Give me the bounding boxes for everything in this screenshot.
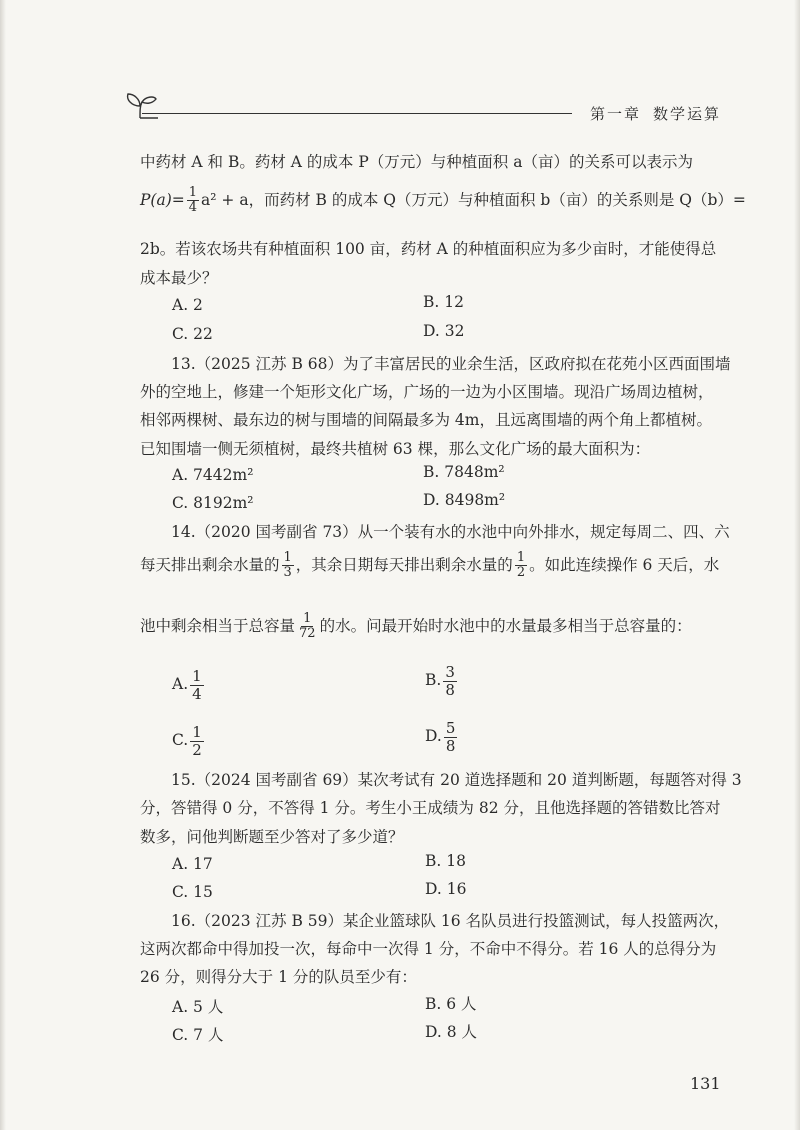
- q12-option-d: D. 32: [423, 322, 465, 340]
- q14-fraction-2: $\frac{1}{2}$: [516, 550, 526, 581]
- q15-line3: 数多，问他判断题至少答对了多少道？: [140, 828, 404, 846]
- q13-option-d: D. 8498m²: [423, 491, 506, 509]
- q16-option-d: D. 8 人: [425, 1023, 478, 1041]
- q14-option-d: D. $\frac{5}{8}$: [425, 719, 456, 755]
- q13-line1: 13.（2025 江苏 B 68）为了丰富居民的业余生活，区政府拟在花苑小区西面围墙: [171, 355, 731, 373]
- q15-line2: 分，答错得 0 分，不答得 1 分。考生小王成绩为 82 分，且他选择题的答错数比答对: [140, 799, 721, 817]
- q13-option-a: A. 7442m²: [172, 466, 254, 484]
- chapter-title: 数学运算: [653, 105, 722, 123]
- q14-fraction-1: $\frac{1}{3}$: [283, 550, 292, 581]
- header-rule: [142, 113, 572, 114]
- q13-line2: 外的空地上，修建一个矩形文化广场，广场的一边为小区围墙。现沿广场周边植树，: [140, 383, 714, 401]
- q13-option-b: B. 7848m²: [423, 463, 505, 481]
- q14-option-a: A. $\frac{1}{4}$: [172, 667, 202, 703]
- q12-line4: 成本最少？: [140, 269, 218, 287]
- q12-line2-pre: P(a)=: [140, 190, 185, 209]
- q15-line1: 15.（2024 国考副省 69）某次考试有 20 道选择题和 20 道判断题，每题答对得 3: [171, 771, 742, 789]
- q14-option-c: C. $\frac{1}{2}$: [172, 723, 202, 759]
- q12-fraction: $\frac{1}{4}$: [188, 185, 198, 216]
- scan-left-edge: [0, 0, 6, 1130]
- q14-line3: 池中剩余相当于总容量 $\frac{1}{72}$ 的水。问最开始时水池中的水量最多相当于总容量的：: [140, 611, 692, 642]
- q16-line1: 16.（2023 江苏 B 59）某企业篮球队 16 名队员进行投篮测试，每人投篮两次，: [171, 912, 730, 930]
- q12-option-b: B. 12: [423, 293, 464, 311]
- q15-option-c: C. 15: [172, 883, 213, 901]
- chapter-label: 第一章: [590, 105, 642, 123]
- q16-option-a: A. 5 人: [172, 998, 224, 1016]
- q13-option-c: C. 8192m²: [172, 494, 254, 512]
- q13-line3: 相邻两棵树、最东边的树与围墙的间隔最多为 4m，且远离围墙的两个角上都植树。: [140, 411, 712, 429]
- q14-line1: 14.（2020 国考副省 73）从一个装有水的水池中向外排水，规定每周二、四、六: [171, 523, 730, 541]
- scan-right-edge: [794, 0, 800, 1130]
- q15-option-d: D. 16: [425, 880, 467, 898]
- q14-option-b: B. $\frac{3}{8}$: [425, 663, 455, 699]
- q12-line3: 2b。若该农场共有种植面积 100 亩，药材 A 的种植面积应为多少亩时，才能使得总: [140, 240, 717, 258]
- q16-option-c: C. 7 人: [172, 1026, 224, 1044]
- q14-fraction-3: $\frac{1}{72}$: [299, 611, 316, 642]
- q12-option-a: A. 2: [172, 296, 203, 314]
- q16-line2: 这两次都命中得加投一次，每命中一次得 1 分，不命中不得分。若 16 人的总得分为: [140, 940, 717, 958]
- q16-option-b: B. 6 人: [425, 995, 477, 1013]
- q14-line2: 每天排出剩余水量的 $\frac{1}{3}$ ，其余日期每天排出剩余水量的 $\frac{1}{2}$ 。如此连续操作 6 天后，水: [140, 550, 720, 581]
- sprout-icon: [122, 90, 158, 120]
- q15-option-a: A. 17: [172, 855, 213, 873]
- q12-option-c: C. 22: [172, 325, 213, 343]
- chapter-header: [590, 103, 733, 124]
- page-number: 131: [690, 1074, 721, 1093]
- q16-line3: 26 分，则得分大于 1 分的队员至少有：: [140, 968, 417, 986]
- q15-option-b: B. 18: [425, 852, 466, 870]
- q12-line1: 中药材 A 和 B。药材 A 的成本 P（万元）与种植面积 a（亩）的关系可以表示为: [140, 153, 693, 171]
- q13-line4: 已知围墙一侧无须植树，最终共植树 63 棵，那么文化广场的最大面积为：: [140, 440, 651, 458]
- q12-line2: [140, 186, 746, 216]
- q12-line2-post: a² + a，而药材 B 的成本 Q（万元）与种植面积 b（亩）的关系则是 Q（b）=: [201, 190, 746, 209]
